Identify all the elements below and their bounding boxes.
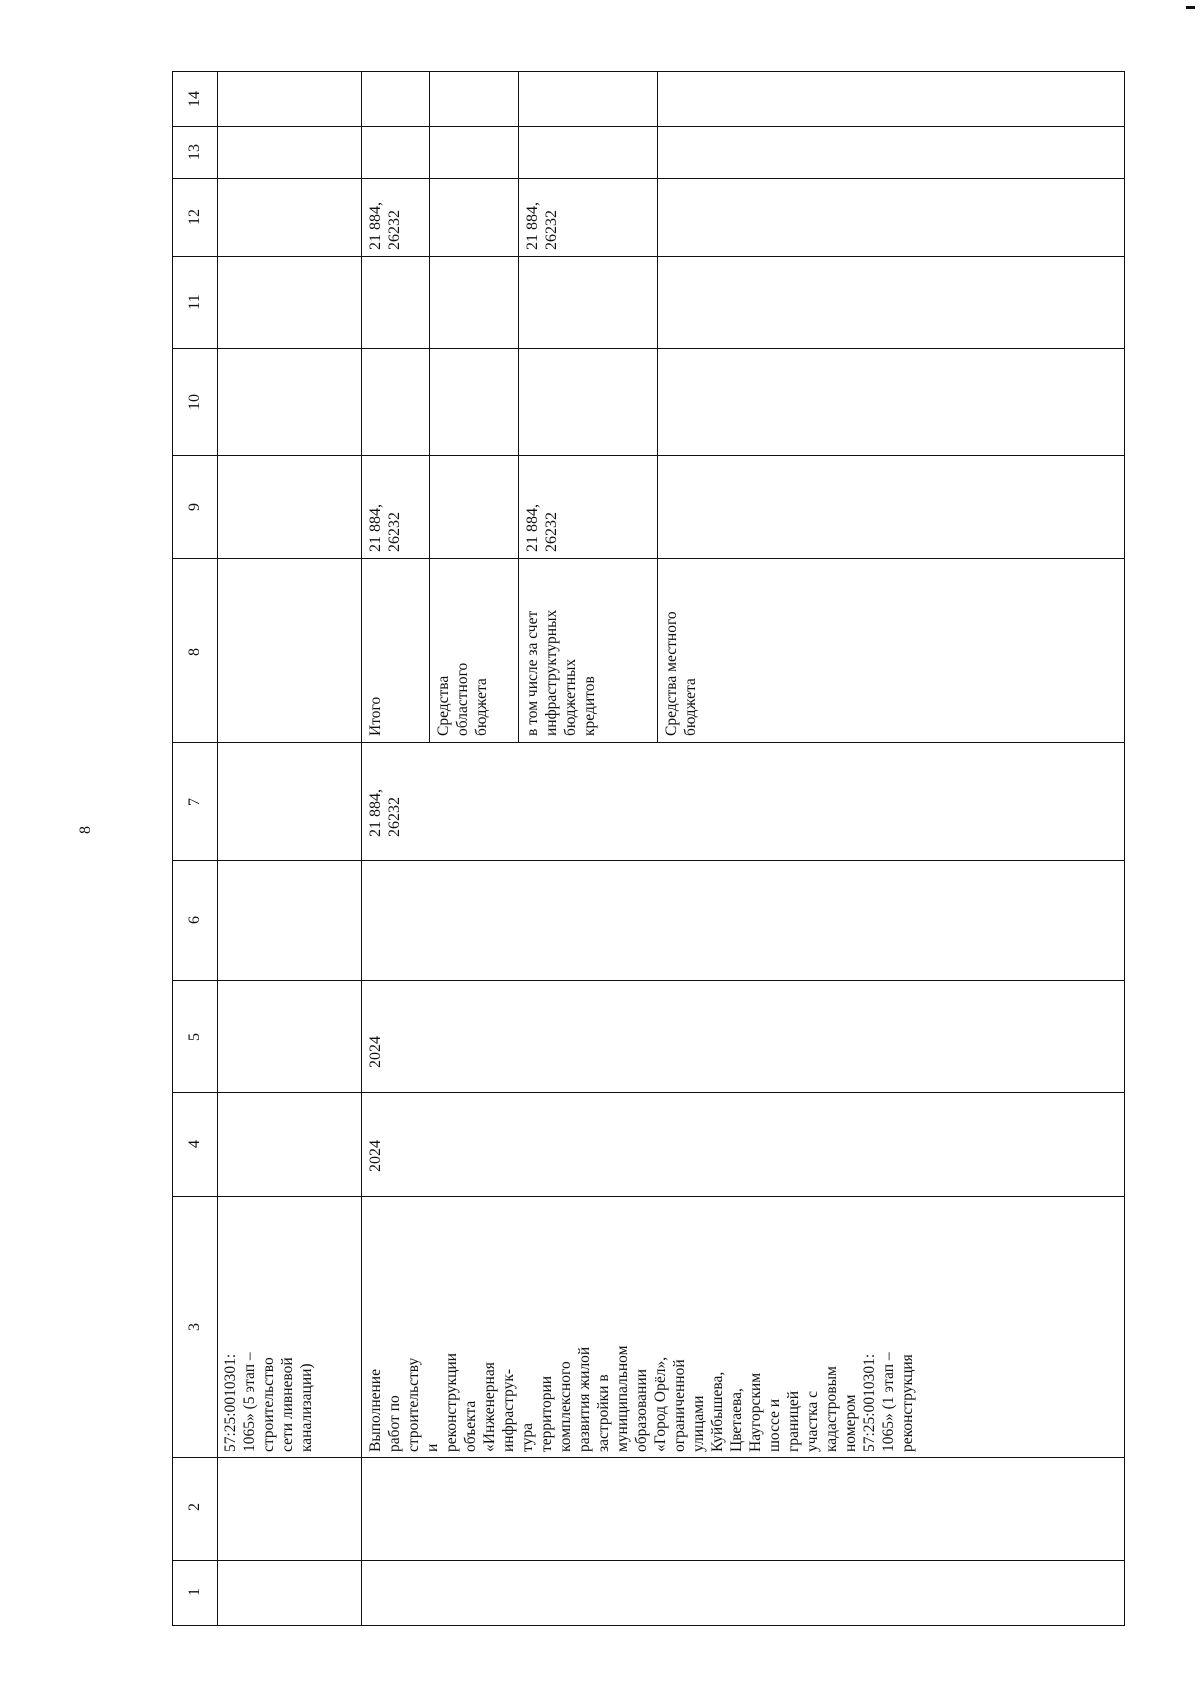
col-sep — [173, 742, 1124, 743]
col-header-9: 9 — [186, 503, 203, 511]
col-header-3: 3 — [186, 1323, 203, 1331]
page-number: 8 — [77, 826, 94, 834]
row-a-col3-description: 57:25:0010301: 1065» (5 этап – строительство сети ливневой канализации) — [222, 1352, 315, 1452]
corner-mark — [1186, 6, 1195, 9]
subrow-sep — [657, 72, 658, 558]
col-header-12: 12 — [186, 209, 203, 225]
row-b-col3-description: Выполнение работ по строительству и реконструкции объекта «Инженерная инфраструк- тура территории комплексного развития жилой застройки в муниципальном образовании «Город Орёл», ограниченной улицами Куйбышева, Цветаева, Наугорским шоссе и границей участка с кадастровым номером 57:25:0010301: 1065» (1 этап – реконструкция — [367, 1345, 916, 1452]
row-b-col4-year: 2024 — [367, 1140, 384, 1172]
funding-total-col9: 21 884, 26232 — [367, 504, 403, 552]
row-b-col7-amount: 21 884, 26232 — [367, 789, 403, 837]
col-sep — [173, 980, 1124, 981]
col-sep — [173, 1092, 1124, 1093]
col-sep — [173, 1560, 1124, 1561]
col-sep — [173, 455, 1124, 456]
col-header-4: 4 — [186, 1140, 203, 1148]
funding-infra-col12: 21 884, 26232 — [524, 202, 560, 250]
col-header-2: 2 — [186, 1503, 203, 1511]
col-header-1: 1 — [186, 1588, 203, 1596]
col-sep — [173, 126, 1124, 127]
subrow-sep — [429, 72, 430, 558]
col-sep — [173, 1196, 1124, 1197]
col-header-14: 14 — [186, 91, 203, 107]
subrow-sep — [518, 72, 519, 558]
funding-label-regional: Средства областного бюджета — [435, 662, 490, 736]
col-header-11: 11 — [186, 294, 203, 310]
funding-label-total: Итого — [367, 696, 384, 736]
col-header-7: 7 — [186, 798, 203, 806]
funding-label-infra-credits: в том числе за счет инфраструктурных бюджетных кредитов — [524, 609, 598, 736]
col-header-10: 10 — [186, 394, 203, 410]
col-sep — [173, 178, 1124, 179]
col-sep — [173, 558, 1124, 559]
subrow-sep — [429, 558, 430, 742]
col-header-13: 13 — [186, 144, 203, 160]
col-header-8: 8 — [186, 648, 203, 656]
funding-total-col12: 21 884, 26232 — [367, 202, 403, 250]
col-sep — [173, 1457, 1124, 1458]
col-sep — [173, 860, 1124, 861]
subrow-sep — [518, 558, 519, 742]
funding-label-local: Средства местного бюджета — [663, 611, 699, 736]
funding-infra-col9: 21 884, 26232 — [524, 504, 560, 552]
col-header-5: 5 — [186, 1033, 203, 1041]
col-sep — [173, 348, 1124, 349]
col-sep — [173, 256, 1124, 257]
row-sep-header — [217, 72, 218, 1625]
col-header-6: 6 — [186, 916, 203, 924]
budget-table — [172, 71, 1125, 1626]
subrow-sep — [657, 558, 658, 742]
row-b-col5-year: 2024 — [367, 1036, 384, 1068]
row-sep — [361, 72, 362, 1625]
